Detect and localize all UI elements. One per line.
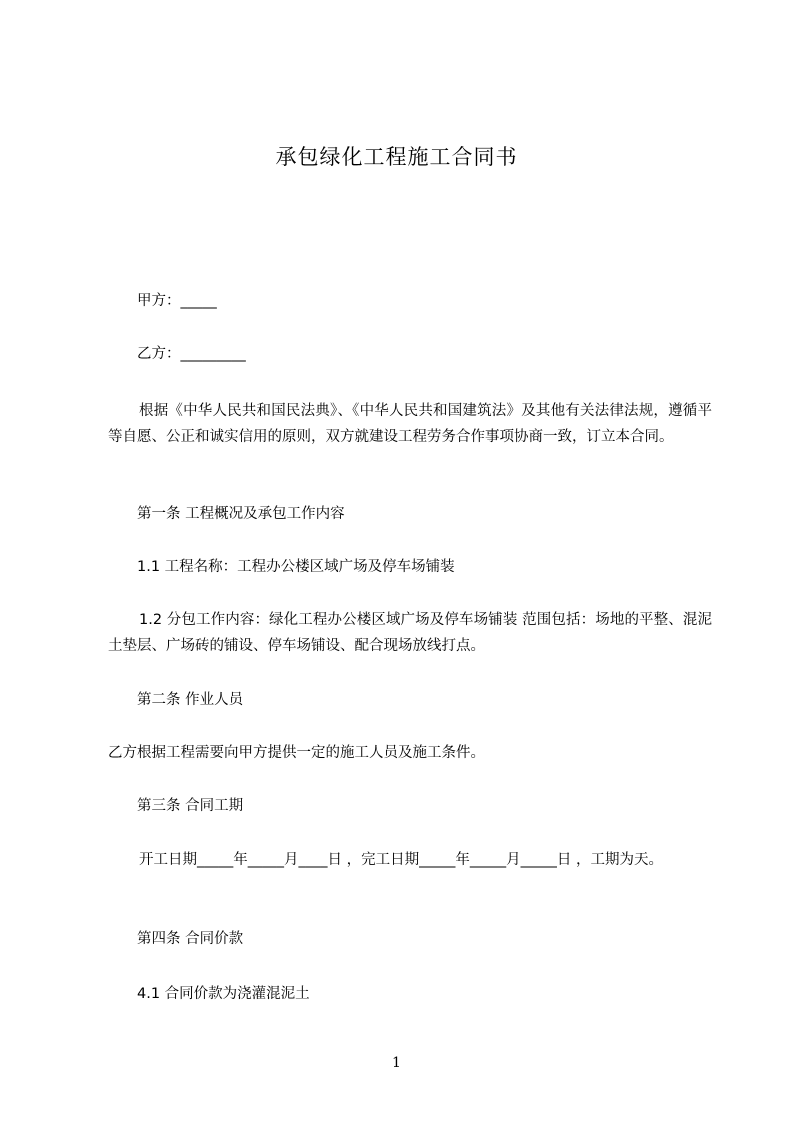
article-4-heading: 第四条 合同价款 [137,931,244,947]
clause-1-1: 1.1 工程名称：工程办公楼区域广场及停车场铺装 [137,559,455,575]
article-2-heading: 第二条 作业人员 [137,692,244,708]
clause-4-1: 4.1 合同价款为浇灌混泥土 [137,986,310,1002]
article-3-body: 开工日期_____年_____月____日 ，完工日期_____年_____月_____日 ，工期为天。 [139,852,663,868]
party-a-line: 甲方：_____ [137,293,217,309]
party-b-line: 乙方：_________ [137,346,246,362]
clause-1-2: 1.2 分包工作内容：绿化工程办公楼区域广场及停车场铺装 范围包括：场地的平整、混泥土垫层、广场砖的铺设、停车场铺设、配合现场放线打点。 [108,612,712,654]
article-3-heading: 第三条 合同工期 [137,798,244,814]
article-1-heading: 第一条 工程概况及承包工作内容 [137,506,345,522]
article-2-body: 乙方根据工程需要向甲方提供一定的施工人员及施工条件。 [108,745,485,761]
document-title: 承包绿化工程施工合同书 [275,145,518,169]
page-number: 1 [392,1055,401,1071]
preamble-paragraph: 根据《中华人民共和国民法典》、《中华人民共和国建筑法》及其他有关法律法规，遵循平等自愿、公正和诚实信用的原则，双方就建设工程劳务合作事项协商一致，订立本合同。 [108,403,712,445]
